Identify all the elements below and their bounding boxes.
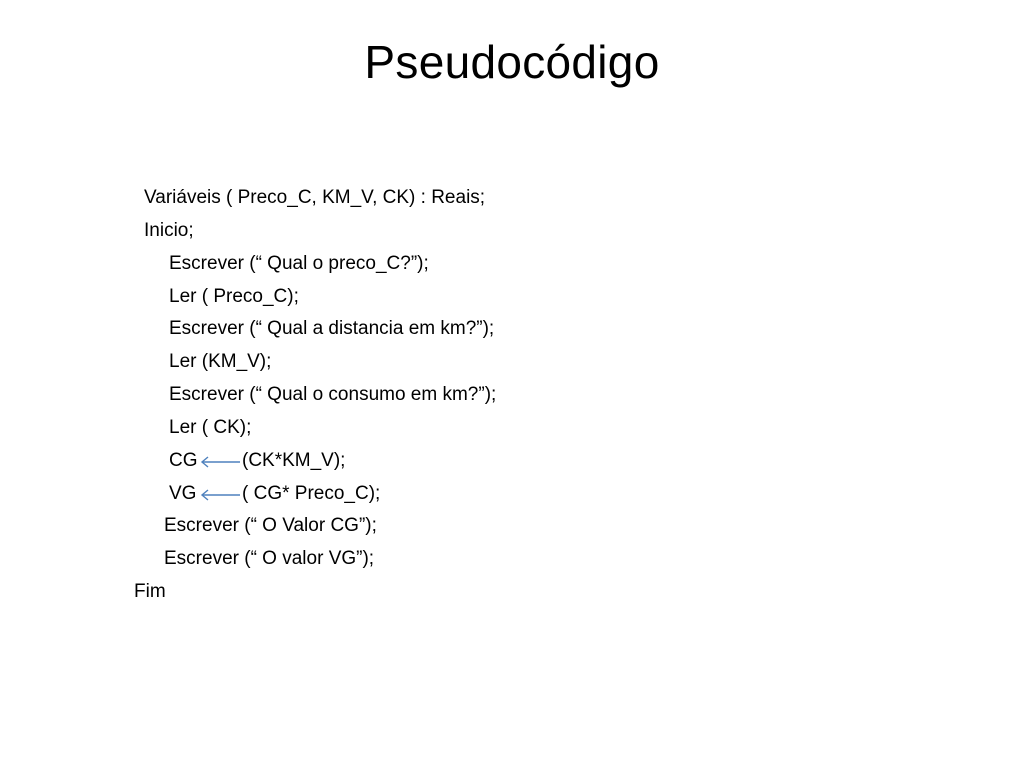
code-line-vg-expr: ( CG* Preco_C); bbox=[242, 483, 381, 504]
code-line-escrever-distancia: Escrever (“ Qual a distancia em km?”); bbox=[169, 318, 495, 339]
left-arrow-icon bbox=[199, 488, 241, 502]
code-line-escrever-preco: Escrever (“ Qual o preco_C?”); bbox=[169, 253, 429, 274]
slide-title: Pseudocódigo bbox=[364, 36, 660, 88]
code-line-cg-expr: (CK*KM_V); bbox=[242, 450, 346, 471]
left-arrow-icon bbox=[199, 455, 241, 469]
code-line-ler-ck: Ler ( CK); bbox=[169, 417, 252, 438]
code-line-fim: Fim bbox=[134, 581, 166, 602]
code-line-ler-preco: Ler ( Preco_C); bbox=[169, 286, 299, 307]
code-line-escrever-consumo: Escrever (“ Qual o consumo em km?”); bbox=[169, 384, 497, 405]
code-line-ler-km: Ler (KM_V); bbox=[169, 351, 272, 372]
code-line-escrever-cg: Escrever (“ O Valor CG”); bbox=[164, 515, 377, 536]
code-line-vg-var: VG bbox=[169, 483, 197, 504]
code-line-variables: Variáveis ( Preco_C, KM_V, CK) : Reais; bbox=[144, 187, 486, 208]
code-line-inicio: Inicio; bbox=[144, 220, 194, 241]
code-line-escrever-vg: Escrever (“ O valor VG”); bbox=[164, 548, 375, 569]
code-line-cg-var: CG bbox=[169, 450, 198, 471]
